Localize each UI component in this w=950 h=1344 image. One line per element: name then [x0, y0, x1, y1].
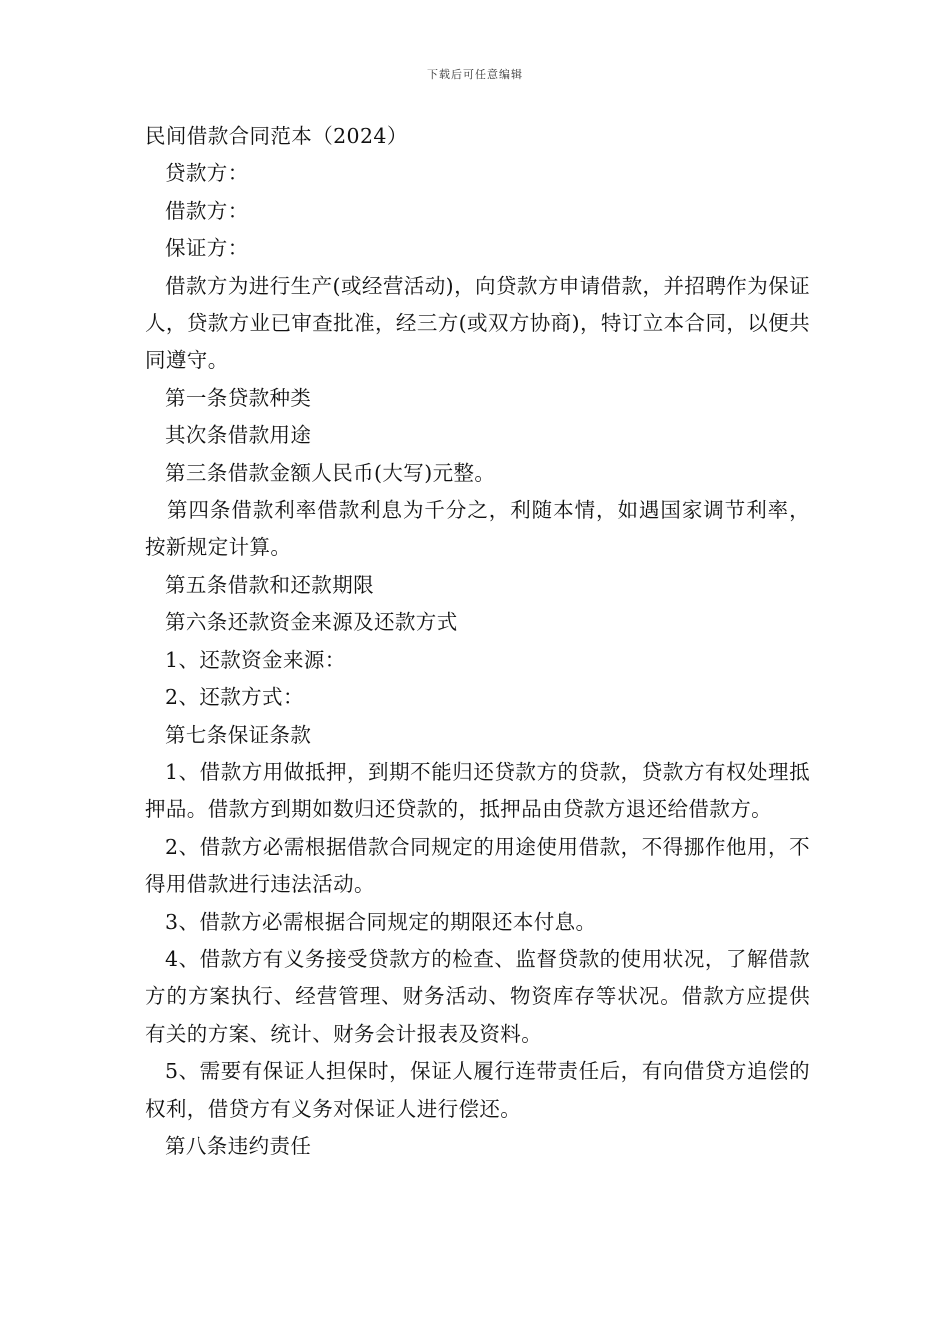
article-2-heading: 其次条借款用途	[165, 423, 312, 448]
article-6-item-1: 1、还款资金来源：	[165, 647, 346, 672]
document-title: 民间借款合同范本（2024）	[145, 124, 408, 148]
article-7-item-5: 5、需要有保证人担保时，保证人履行连带责任后，有向借贷方追偿的权利，借贷方有义务对保证人进行偿还。	[145, 1059, 810, 1121]
lender-line: 贷款方：	[165, 161, 249, 186]
article-3-heading: 第三条借款金额人民币(大写)元整。	[165, 460, 496, 485]
preamble-paragraph: 借款方为进行生产(或经营活动)，向贷款方申请借款，并招聘作为保证人，贷款方业已审查批准，经三方(或双方协商)，特订立本合同，以便共同遵守。	[145, 273, 810, 373]
article-7-item-1: 1、借款方用做抵押，到期不能归还贷款方的贷款，贷款方有权处理抵押品。借款方到期如数归还贷款的，抵押品由贷款方退还给借款方。	[145, 759, 810, 822]
header-note: 下载后可任意编辑	[427, 68, 523, 81]
article-7-item-2: 2、借款方必需根据借款合同规定的用途使用借款，不得挪作他用，不得用借款进行违法活动。	[145, 834, 810, 897]
document-body	[145, 118, 810, 1165]
article-5-heading: 第五条借款和还款期限	[165, 572, 374, 597]
article-8-heading: 第八条违约责任	[165, 1133, 312, 1158]
article-1-heading: 第一条贷款种类	[165, 385, 312, 410]
article-7-item-4: 4、借款方有义务接受贷款方的检查、监督贷款的使用状况，了解借款方的方案执行、经营管理、财务活动、物资库存等状况。借款方应提供有关的方案、统计、财务会计报表及资料。	[145, 946, 810, 1046]
article-6-item-2: 2、还款方式：	[165, 685, 304, 710]
article-7-item-3: 3、借款方必需根据合同规定的期限还本付息。	[165, 909, 597, 934]
borrower-line: 借款方：	[165, 198, 249, 223]
article-7-heading: 第七条保证条款	[165, 722, 312, 747]
article-6-heading: 第六条还款资金来源及还款方式	[165, 610, 458, 635]
guarantor-line: 保证方：	[165, 236, 249, 261]
article-4-paragraph: 第四条借款利率借款利息为千分之，利随本情，如遇国家调节利率，按新规定计算。	[145, 498, 810, 560]
